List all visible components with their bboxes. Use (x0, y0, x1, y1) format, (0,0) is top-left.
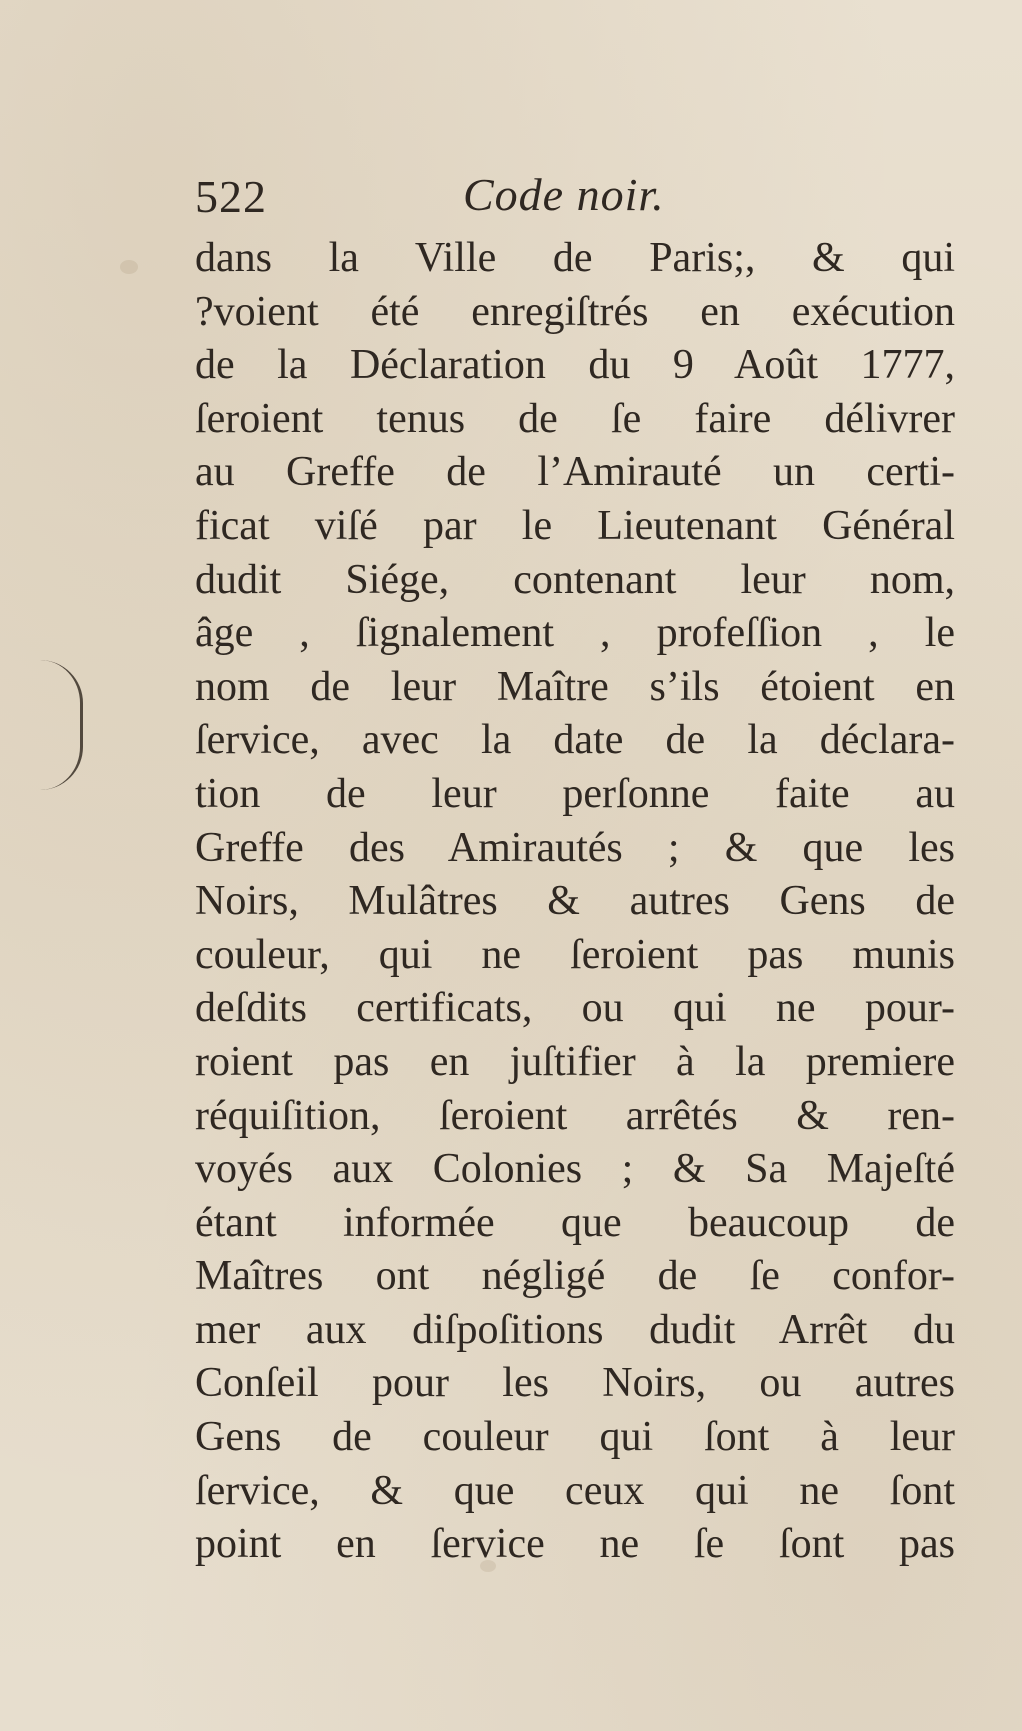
text-line: de la Déclaration du 9 Août 1777, (195, 342, 955, 389)
text-line: ſervice, avec la date de la déclara- (195, 717, 955, 764)
text-line: couleur, qui ne ſeroient pas munis (195, 931, 955, 978)
text-line: ſeroient tenus de ſe faire délivrer (195, 395, 955, 442)
text-line: Maîtres ont négligé de ſe confor- (195, 1253, 955, 1300)
text-line: voyés aux Colonies ; & Sa Majeſté (195, 1146, 955, 1193)
text-line: point en ſervice ne ſe ſont pas (195, 1521, 955, 1568)
text-line: âge , ſignalement , profeſſion , le (195, 610, 955, 657)
text-line: dudit Siége, contenant leur nom, (195, 556, 955, 603)
text-line: tion de leur perſonne faite au (195, 770, 955, 817)
text-line: Greffe des Amirautés ; & que les (195, 824, 955, 871)
text-line: deſdits certificats, ou qui ne pour- (195, 985, 955, 1032)
text-line: Conſeil pour les Noirs, ou autres (195, 1360, 955, 1407)
text-line: réquiſition, ſeroient arrêtés & ren- (195, 1092, 955, 1139)
margin-bracket-mark (40, 660, 83, 790)
text-line: ſervice, & que ceux qui ne ſont (195, 1467, 955, 1514)
body-text (195, 232, 955, 1572)
text-line: ficat viſé par le Lieutenant Général (195, 502, 955, 549)
text-line: dans la Ville de Paris;, & qui (195, 235, 955, 281)
text-line: étant informée que beaucoup de (195, 1199, 955, 1246)
text-line: Gens de couleur qui ſont à leur (195, 1414, 955, 1461)
paper-stain (120, 260, 138, 274)
page-number: 522 (195, 171, 267, 222)
text-line: nom de leur Maître s’ils étoient en (195, 663, 955, 710)
text-line: mer aux diſpoſitions dudit Arrêt du (195, 1306, 955, 1353)
text-line: ?voient été enregiſtrés en exécution (195, 288, 955, 335)
running-head (195, 170, 955, 230)
text-line: roient pas en juſtifier à la premiere (195, 1038, 955, 1085)
text-line: Noirs, Mulâtres & autres Gens de (195, 878, 955, 925)
running-title: Code noir. (463, 169, 665, 220)
text-line: au Greffe de l’Amirauté un certi- (195, 449, 955, 496)
